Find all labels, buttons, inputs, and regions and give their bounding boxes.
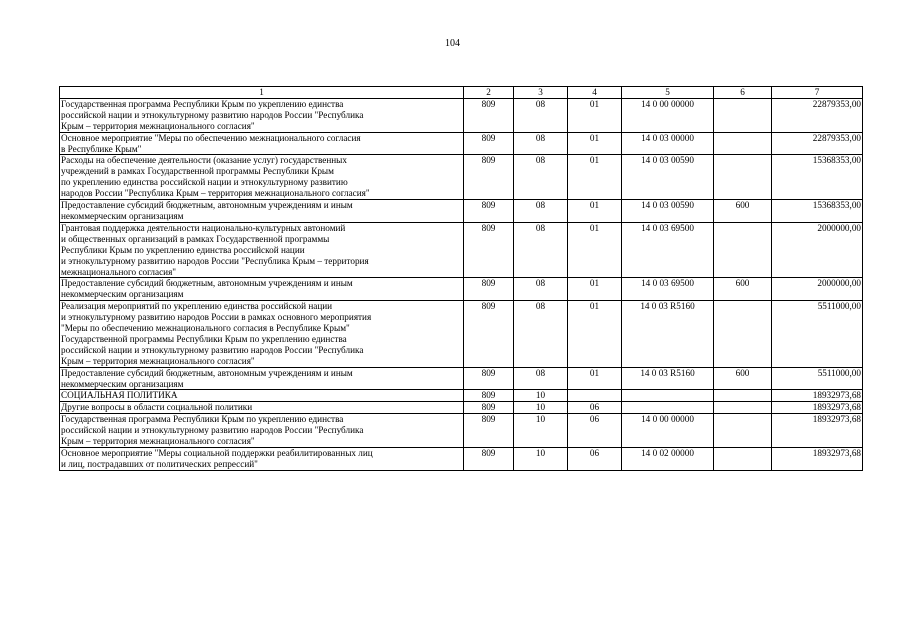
table-row	[60, 132, 863, 155]
section-code-cell: 08	[514, 367, 568, 390]
row-name-cell: Предоставление субсидий бюджетным, автономным учреждениям и иным некоммерческим организациям	[60, 367, 464, 390]
header-cell: 5	[622, 87, 714, 99]
ministry-code-cell: 809	[464, 402, 514, 414]
row-name-cell: Государственная программа Республики Крым по укреплению единства российской нации и этнокультурному развитию народов России "Республика Крым – территория межнационального согласия"	[60, 414, 464, 448]
amount-cell: 2000000,00	[772, 222, 863, 278]
subsection-code-cell: 01	[568, 155, 622, 200]
row-name-cell: Основное мероприятие "Меры социальной поддержки реабилитированных лиц и лиц, пострадавших от политических репрессий"	[60, 448, 464, 471]
target-article-cell: 14 0 02 00000	[622, 448, 714, 471]
amount-cell: 18932973,68	[772, 402, 863, 414]
section-code-cell: 08	[514, 222, 568, 278]
ministry-code-cell: 809	[464, 390, 514, 402]
target-article-cell: 14 0 00 00000	[622, 414, 714, 448]
subsection-code-cell: 01	[568, 98, 622, 132]
target-article-cell: 14 0 03 R5160	[622, 301, 714, 367]
section-code-cell: 10	[514, 448, 568, 471]
amount-cell: 2000000,00	[772, 278, 863, 301]
target-article-cell: 14 0 03 69500	[622, 222, 714, 278]
subsection-code-cell: 01	[568, 278, 622, 301]
expense-type-cell	[714, 301, 772, 367]
amount-cell: 5511000,00	[772, 367, 863, 390]
subsection-code-cell	[568, 390, 622, 402]
row-name-cell: Предоставление субсидий бюджетным, автономным учреждениям и иным некоммерческим организациям	[60, 278, 464, 301]
expense-type-cell	[714, 448, 772, 471]
amount-cell: 15368353,00	[772, 200, 863, 223]
table-row	[60, 301, 863, 367]
section-code-cell: 08	[514, 98, 568, 132]
table-row	[60, 155, 863, 200]
subsection-code-cell: 06	[568, 414, 622, 448]
header-cell: 3	[514, 87, 568, 99]
target-article-cell: 14 0 03 00000	[622, 132, 714, 155]
expense-type-cell	[714, 390, 772, 402]
expense-type-cell	[714, 222, 772, 278]
table-row	[60, 200, 863, 223]
row-name-cell: Предоставление субсидий бюджетным, автономным учреждениям и иным некоммерческим организациям	[60, 200, 464, 223]
target-article-cell: 14 0 03 00590	[622, 155, 714, 200]
section-code-cell: 08	[514, 278, 568, 301]
ministry-code-cell: 809	[464, 448, 514, 471]
amount-cell: 18932973,68	[772, 414, 863, 448]
section-code-cell: 10	[514, 402, 568, 414]
amount-cell: 22879353,00	[772, 98, 863, 132]
row-name-cell: Основное мероприятие "Меры по обеспечению межнационального согласия в Республике Крым"	[60, 132, 464, 155]
target-article-cell	[622, 402, 714, 414]
budget-table	[59, 86, 863, 471]
target-article-cell: 14 0 03 00590	[622, 200, 714, 223]
table-row	[60, 98, 863, 132]
target-article-cell	[622, 390, 714, 402]
ministry-code-cell: 809	[464, 155, 514, 200]
ministry-code-cell: 809	[464, 200, 514, 223]
expense-type-cell: 600	[714, 200, 772, 223]
amount-cell: 18932973,68	[772, 390, 863, 402]
expense-type-cell	[714, 414, 772, 448]
subsection-code-cell: 06	[568, 448, 622, 471]
table-row	[60, 390, 863, 402]
expense-type-cell	[714, 98, 772, 132]
page-number: 104	[445, 38, 460, 49]
ministry-code-cell: 809	[464, 222, 514, 278]
ministry-code-cell: 809	[464, 414, 514, 448]
row-name-cell: Другие вопросы в области социальной политики	[60, 402, 464, 414]
amount-cell: 22879353,00	[772, 132, 863, 155]
target-article-cell: 14 0 03 69500	[622, 278, 714, 301]
expense-type-cell	[714, 402, 772, 414]
table-row	[60, 448, 863, 471]
expense-type-cell: 600	[714, 278, 772, 301]
table-header-row	[60, 87, 863, 99]
ministry-code-cell: 809	[464, 278, 514, 301]
expense-type-cell	[714, 132, 772, 155]
ministry-code-cell: 809	[464, 98, 514, 132]
row-name-cell: Государственная программа Республики Крым по укреплению единства российской нации и этнокультурному развитию народов России "Республика Крым – территория межнационального согласия"	[60, 98, 464, 132]
subsection-code-cell: 01	[568, 367, 622, 390]
subsection-code-cell: 01	[568, 200, 622, 223]
section-code-cell: 08	[514, 301, 568, 367]
subsection-code-cell: 01	[568, 222, 622, 278]
ministry-code-cell: 809	[464, 132, 514, 155]
header-cell: 4	[568, 87, 622, 99]
table-row	[60, 402, 863, 414]
section-code-cell: 10	[514, 390, 568, 402]
section-code-cell: 08	[514, 132, 568, 155]
row-name-cell: Грантовая поддержка деятельности национально-культурных автономий и общественных организаций в рамках Государственной программы Республики Крым по укреплению единства российской нации и этнокультурному развитию народов России "Республика Крым – территория межнационального согласия"	[60, 222, 464, 278]
subsection-code-cell: 06	[568, 402, 622, 414]
row-name-cell: Расходы на обеспечение деятельности (оказание услуг) государственных учреждений в рамках Государственной программы Республики Крым по укреплению единства российской нации и этнокультурному развитию народов России "Республика Крым – территория межнационального согласия"	[60, 155, 464, 200]
amount-cell: 18932973,68	[772, 448, 863, 471]
expense-type-cell: 600	[714, 367, 772, 390]
header-cell: 7	[772, 87, 863, 99]
ministry-code-cell: 809	[464, 301, 514, 367]
table-row	[60, 367, 863, 390]
header-cell: 6	[714, 87, 772, 99]
section-code-cell: 08	[514, 200, 568, 223]
row-name-cell: Реализация мероприятий по укреплению единства российской нации и этнокультурному развитию народов России в рамках основного мероприятия "Меры по обеспечению межнационального согласия в Республике Крым" Государственной программы Республики Крым по укреплению единства российской нации и этнокультурному развитию народов России "Республика Крым – территория межнационального согласия"	[60, 301, 464, 367]
expense-type-cell	[714, 155, 772, 200]
header-cell: 1	[60, 87, 464, 99]
target-article-cell: 14 0 00 00000	[622, 98, 714, 132]
target-article-cell: 14 0 03 R5160	[622, 367, 714, 390]
section-code-cell: 10	[514, 414, 568, 448]
subsection-code-cell: 01	[568, 132, 622, 155]
ministry-code-cell: 809	[464, 367, 514, 390]
amount-cell: 5511000,00	[772, 301, 863, 367]
section-code-cell: 08	[514, 155, 568, 200]
amount-cell: 15368353,00	[772, 155, 863, 200]
header-cell: 2	[464, 87, 514, 99]
subsection-code-cell: 01	[568, 301, 622, 367]
table-row	[60, 222, 863, 278]
table-row	[60, 414, 863, 448]
row-name-cell: СОЦИАЛЬНАЯ ПОЛИТИКА	[60, 390, 464, 402]
table-row	[60, 278, 863, 301]
